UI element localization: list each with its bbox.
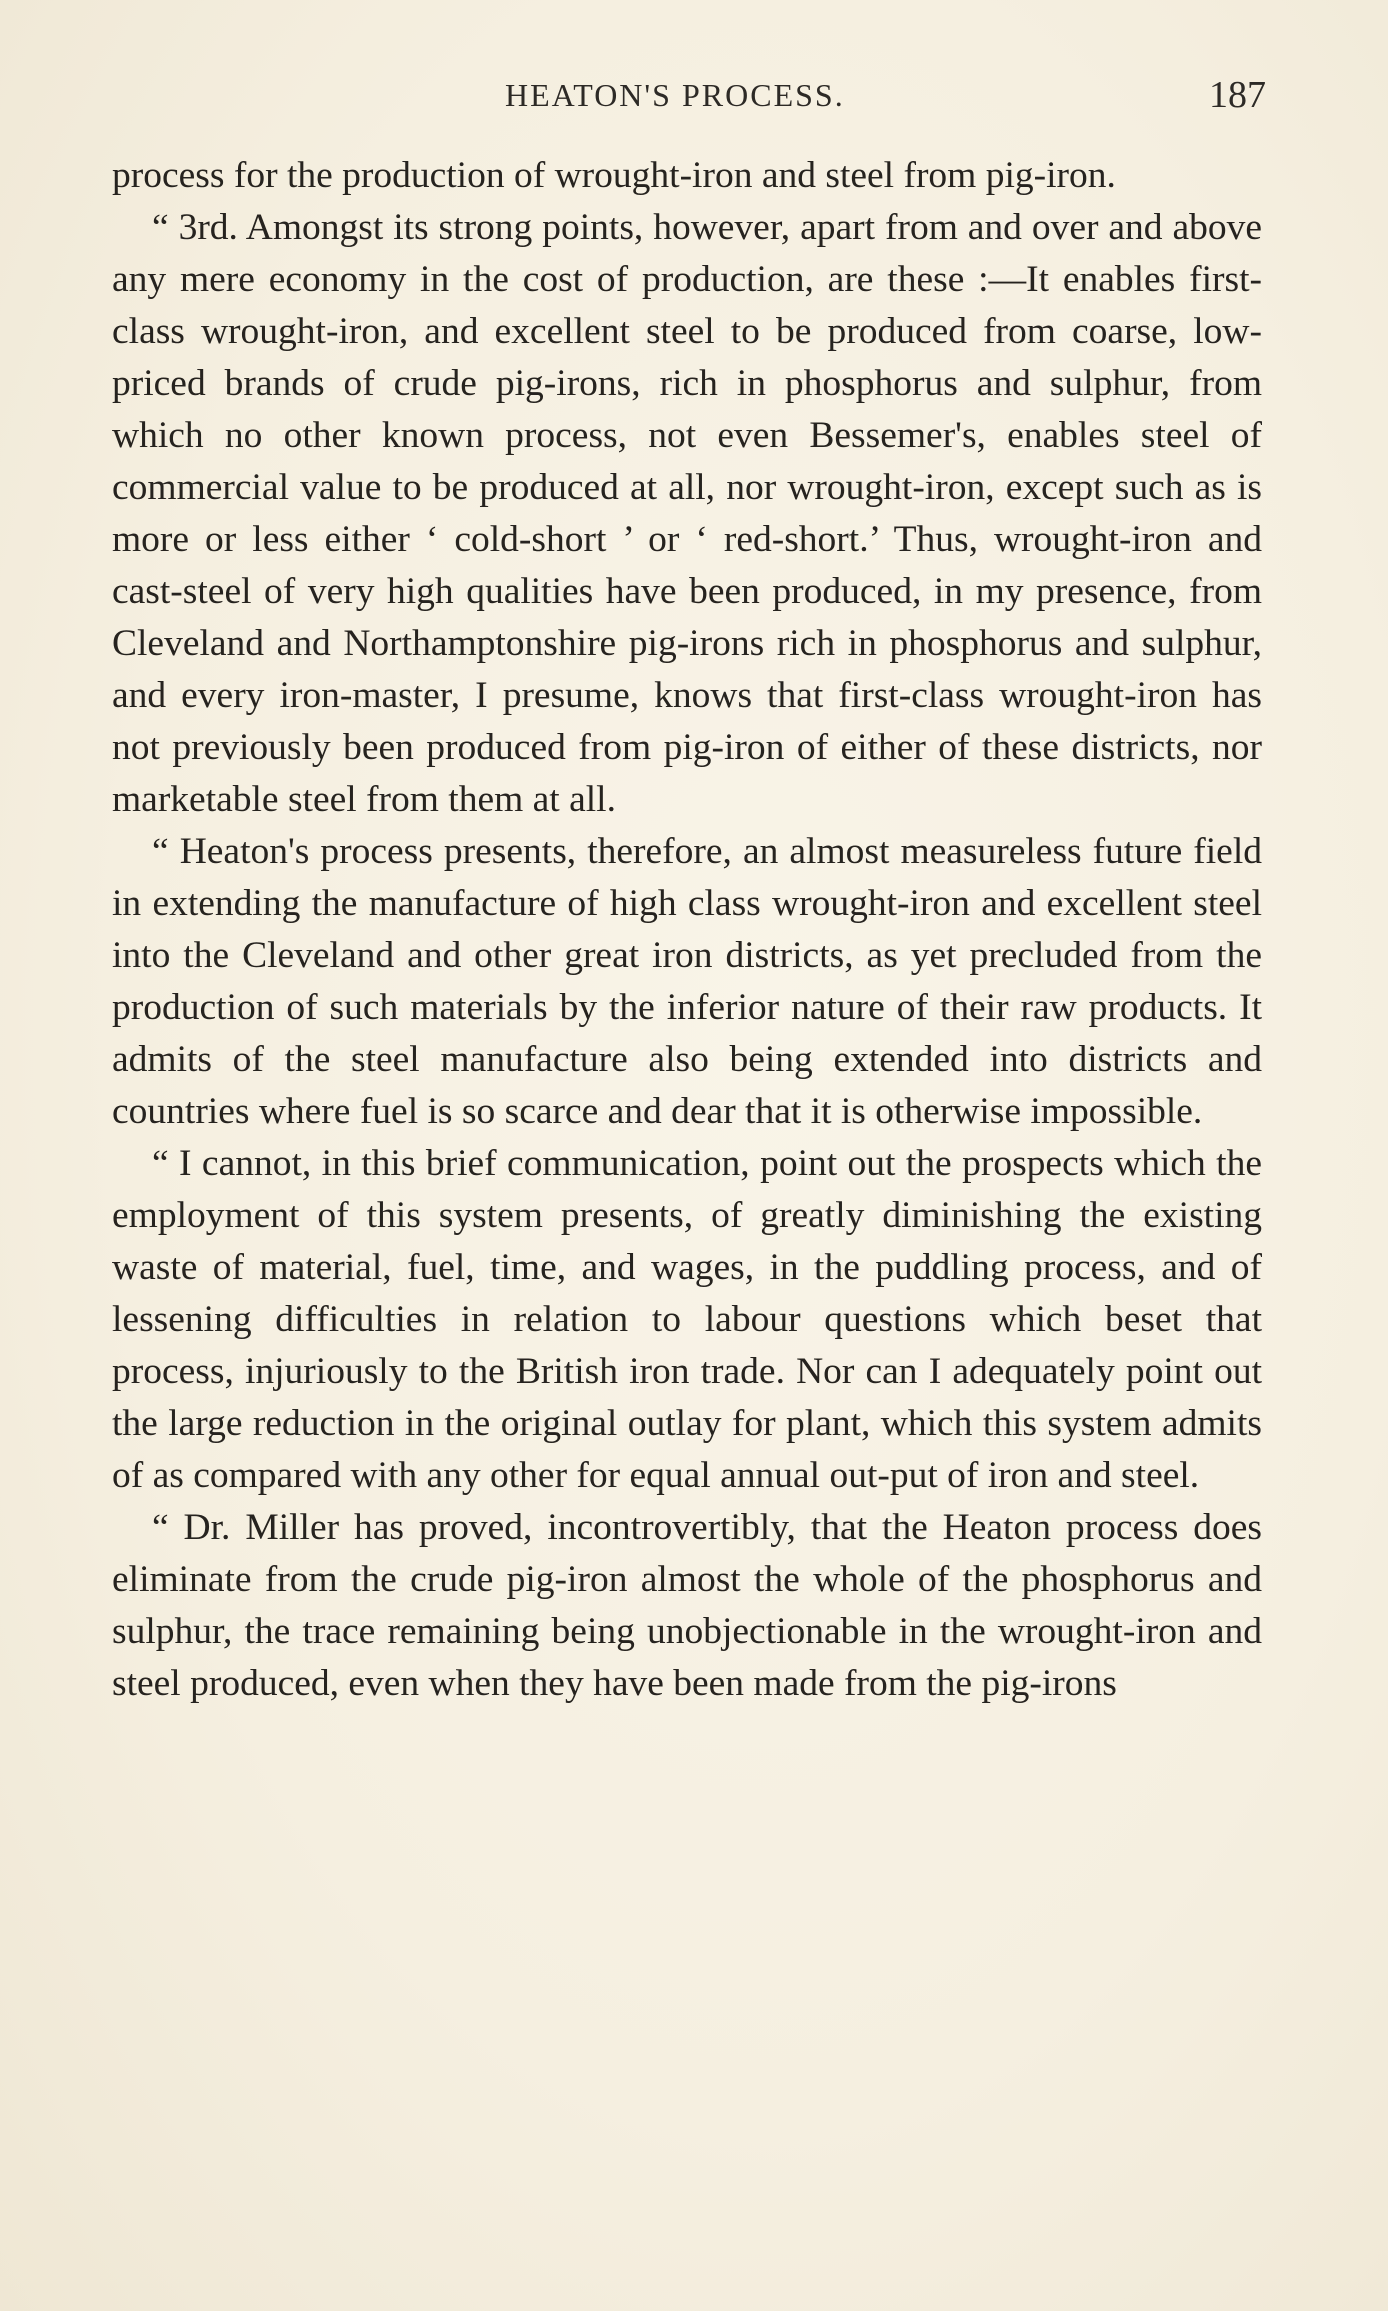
paragraph: “ Dr. Miller has proved, incontrovertibly, that the Heaton process does eliminate from the crude pig-iron almost the whole of the phosphorus and sulphur, the trace remaining being unobjectionable in the wrought-iron and steel produced, even when they have been made from the pig-irons: [112, 1507, 1262, 1704]
paragraph: process for the production of wrought-iron and steel from pig-iron.: [112, 155, 1116, 196]
page-number: 187: [1209, 74, 1266, 116]
paragraph: “ 3rd. Amongst its strong points, however, apart from and over and above any mere economy in the cost of production, are these :—It enables first-class wrought-iron, and excellent steel to be produced from coarse, low-priced brands of crude pig-irons, rich in phosphorus and sulphur, from which no other known process, not even Bessemer's, enables steel of commercial value to be produced at all, nor wrought-iron, except such as is more or less either ‘ cold-short ’ or ‘ red-short.’ Thus, wrought-iron and cast-steel of very high qualities have been produced, in my presence, from Cleveland and Northamptonshire pig-irons rich in phosphorus and sulphur, and every iron-master, I presume, knows that first-class wrought-iron has not previously been produced from pig-iron of either of these districts, nor marketable steel from them at all.: [112, 207, 1262, 820]
body-text: [112, 150, 1262, 1710]
running-head: HEATON'S PROCESS.: [505, 77, 845, 113]
paragraph: “ Heaton's process presents, therefore, an almost measureless future field in extending the manufacture of high class wrought-iron and excellent steel into the Cleveland and other great iron districts, as yet precluded from the production of such materials by the inferior nature of their raw products. It admits of the steel manufacture also being extended into districts and countries where fuel is so scarce and dear that it is otherwise impossible.: [112, 831, 1262, 1132]
page-header: [110, 70, 1266, 120]
paragraph: “ I cannot, in this brief communication, point out the prospects which the employment of this system presents, of greatly diminishing the existing waste of material, fuel, time, and wages, in the puddling process, and of lessening difficulties in relation to labour questions which beset that process, injuriously to the British iron trade. Nor can I adequately point out the large reduction in the original outlay for plant, which this system admits of as compared with any other for equal annual out-put of iron and steel.: [112, 1143, 1262, 1496]
